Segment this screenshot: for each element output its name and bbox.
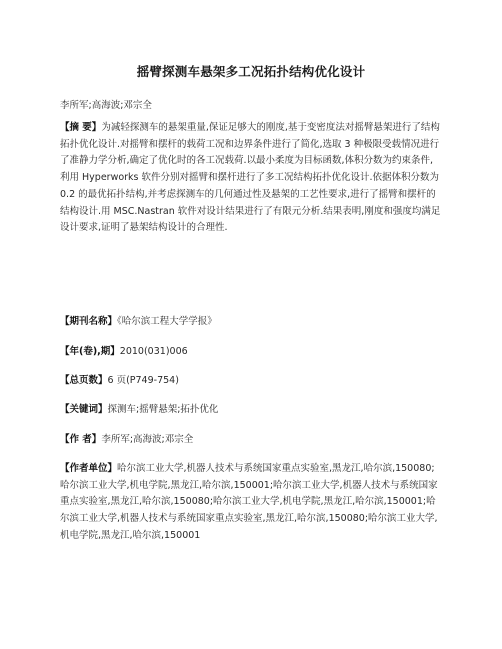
volume-label: 【年(卷),期】: [60, 346, 120, 357]
pages-value: 6 页(P749-754): [107, 375, 179, 386]
journal-section: [60, 314, 442, 331]
pages-section: [60, 373, 442, 390]
keywords-label: 【关键词】: [60, 404, 108, 415]
authors-line: 李所军;高海波;邓宗全: [60, 100, 152, 111]
affiliation-section: [60, 461, 442, 545]
volume-value: 2010(031)006: [119, 346, 188, 357]
author-section: [60, 432, 442, 449]
journal-name: 《哈尔滨工程大学学报》: [117, 316, 217, 327]
author-label: 【作 者】: [60, 434, 102, 445]
affiliation-label: 【作者单位】: [60, 463, 118, 474]
paper-title: 摇臂探测车悬架多工况拓扑结构优化设计: [136, 64, 366, 79]
abstract-text: 为减轻探测车的悬架重量,保证足够大的刚度,基于变密度法对摇臂悬架进行了结构拓扑优化设计.对摇臂和摆杆的载荷工况和边界条件进行了简化,选取 3 种极限受载情况进行了准静力学分析,确定了优化时的各工况载荷.以最小柔度为目标函数,体积分数为约束条件,利用 Hyperworks 软件分别对摇臂和摆杆进行了多工况结构拓扑优化设计.依据体积分数为 0.2 的最优拓扑结构,并考虑探测车的几何通过性及悬架的工艺性要求,进行了摇臂和摆杆的结构设计.用 MSC.Nastran 软件对设计结果进行了有限元分析.结果表明,刚度和强度均满足设计要求,证明了悬架结构设计的合理性.: [60, 122, 441, 234]
volume-section: [60, 344, 442, 361]
abstract-section: [60, 120, 442, 237]
affiliation-value: 哈尔滨工业大学,机器人技术与系统国家重点实验室,黑龙江,哈尔滨,150080;哈尔滨工业大学,机电学院,黑龙江,哈尔滨,150001;哈尔滨工业大学,机器人技术与系统国家重点实验室,黑龙江,哈尔滨,150080;哈尔滨工业大学,机电学院,黑龙江,哈尔滨,150001;哈尔滨工业大学,机器人技术与系统国家重点实验室,黑龙江,哈尔滨,150080;哈尔滨工业大学,机电学院,黑龙江,哈尔滨,150001: [60, 463, 438, 541]
author-value: 李所军;高海波;邓宗全: [101, 434, 194, 445]
pages-label: 【总页数】: [60, 375, 108, 386]
keywords-section: [60, 402, 442, 419]
abstract-label: 【摘 要】: [60, 122, 102, 133]
journal-label: 【期刊名称】: [60, 316, 118, 327]
keywords-value: 探测车;摇臂悬架;拓扑优化: [107, 404, 219, 415]
